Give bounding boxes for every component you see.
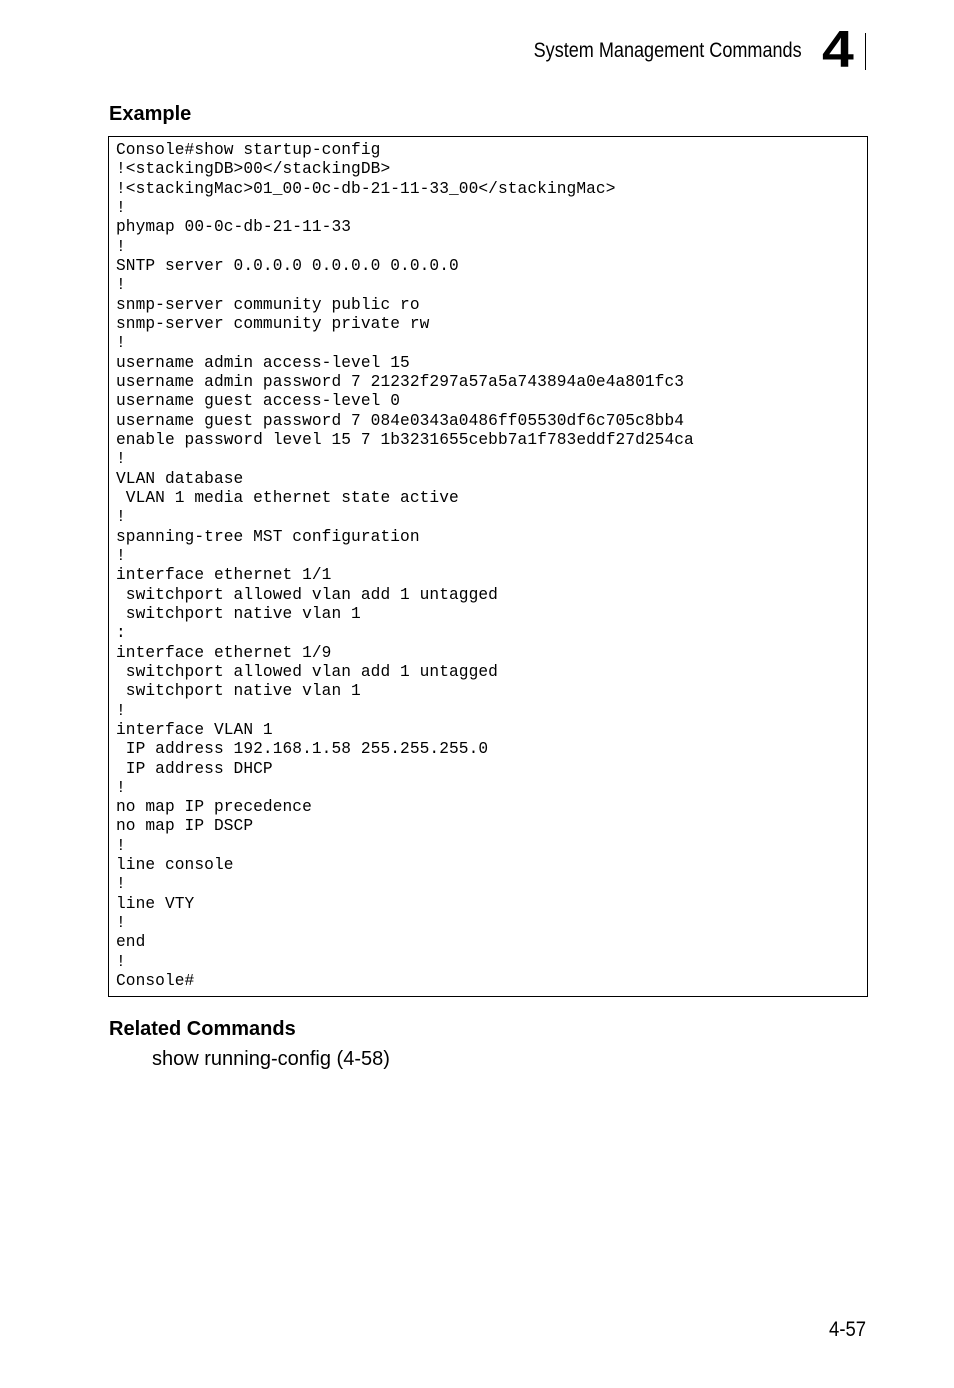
code-line: snmp-server community private rw bbox=[116, 314, 430, 333]
code-line: enable password level 15 7 1b3231655cebb7a1f783eddf27d254ca bbox=[116, 430, 694, 449]
code-line: !<stackingDB>00</stackingDB> bbox=[116, 160, 391, 179]
code-line: IP address DHCP bbox=[116, 759, 273, 778]
code-line: phymap 00-0c-db-21-11-33 bbox=[116, 218, 352, 237]
code-line: IP address 192.168.1.58 255.255.255.0 bbox=[116, 740, 489, 759]
example-heading: Example bbox=[109, 103, 192, 125]
code-line: Console#show startup-config bbox=[116, 141, 381, 159]
code-line: ! bbox=[116, 836, 126, 855]
code-line: ! bbox=[116, 546, 126, 565]
code-line: ! bbox=[116, 237, 126, 256]
code-line: spanning-tree MST configuration bbox=[116, 527, 420, 546]
code-line: ! bbox=[116, 701, 126, 720]
chapter-number: 4 bbox=[822, 21, 854, 79]
code-line: Console# bbox=[116, 972, 195, 991]
code-line: switchport allowed vlan add 1 untagged bbox=[116, 662, 498, 681]
code-line: username guest access-level 0 bbox=[116, 392, 401, 411]
code-line: line VTY bbox=[116, 894, 195, 913]
code-line: : bbox=[116, 624, 126, 643]
code-line: ! bbox=[116, 914, 126, 933]
code-line: line console bbox=[116, 856, 234, 875]
code-line: switchport allowed vlan add 1 untagged bbox=[116, 585, 498, 604]
code-line: switchport native vlan 1 bbox=[116, 682, 361, 701]
code-example-box bbox=[108, 136, 868, 997]
code-line: no map IP precedence bbox=[116, 798, 312, 817]
code-line: ! bbox=[116, 952, 126, 971]
code-line: username admin access-level 15 bbox=[116, 353, 410, 372]
code-line: interface ethernet 1/9 bbox=[116, 643, 332, 662]
chapter-tab bbox=[822, 21, 866, 79]
code-line: VLAN database bbox=[116, 469, 244, 488]
code-line: ! bbox=[116, 508, 126, 527]
code-line: ! bbox=[116, 334, 126, 353]
code-line: SNTP server 0.0.0.0 0.0.0.0 0.0.0.0 bbox=[116, 256, 459, 275]
code-line: interface VLAN 1 bbox=[116, 720, 273, 739]
code-line: ! bbox=[116, 276, 126, 295]
related-command-item: show running-config (4-58) bbox=[152, 1048, 390, 1070]
code-line: snmp-server community public ro bbox=[116, 295, 420, 314]
related-commands-heading: Related Commands bbox=[109, 1018, 296, 1040]
code-line: !<stackingMac>01_00-0c-db-21-11-33_00</stackingMac> bbox=[116, 179, 616, 198]
code-line: no map IP DSCP bbox=[116, 817, 254, 836]
code-line: ! bbox=[116, 450, 126, 469]
code-line: end bbox=[116, 933, 146, 952]
page-number: 4-57 bbox=[829, 1318, 866, 1341]
code-line: switchport native vlan 1 bbox=[116, 604, 361, 623]
code-line: username admin password 7 21232f297a57a5a743894a0e4a801fc3 bbox=[116, 372, 685, 391]
code-line: ! bbox=[116, 875, 126, 894]
code-line: interface ethernet 1/1 bbox=[116, 566, 332, 585]
running-header-title: System Management Commands bbox=[533, 39, 802, 62]
code-line: ! bbox=[116, 778, 126, 797]
code-line: username guest password 7 084e0343a0486ff05530df6c705c8bb4 bbox=[116, 411, 685, 430]
code-line: VLAN 1 media ethernet state active bbox=[116, 488, 459, 507]
code-line: ! bbox=[116, 198, 126, 217]
